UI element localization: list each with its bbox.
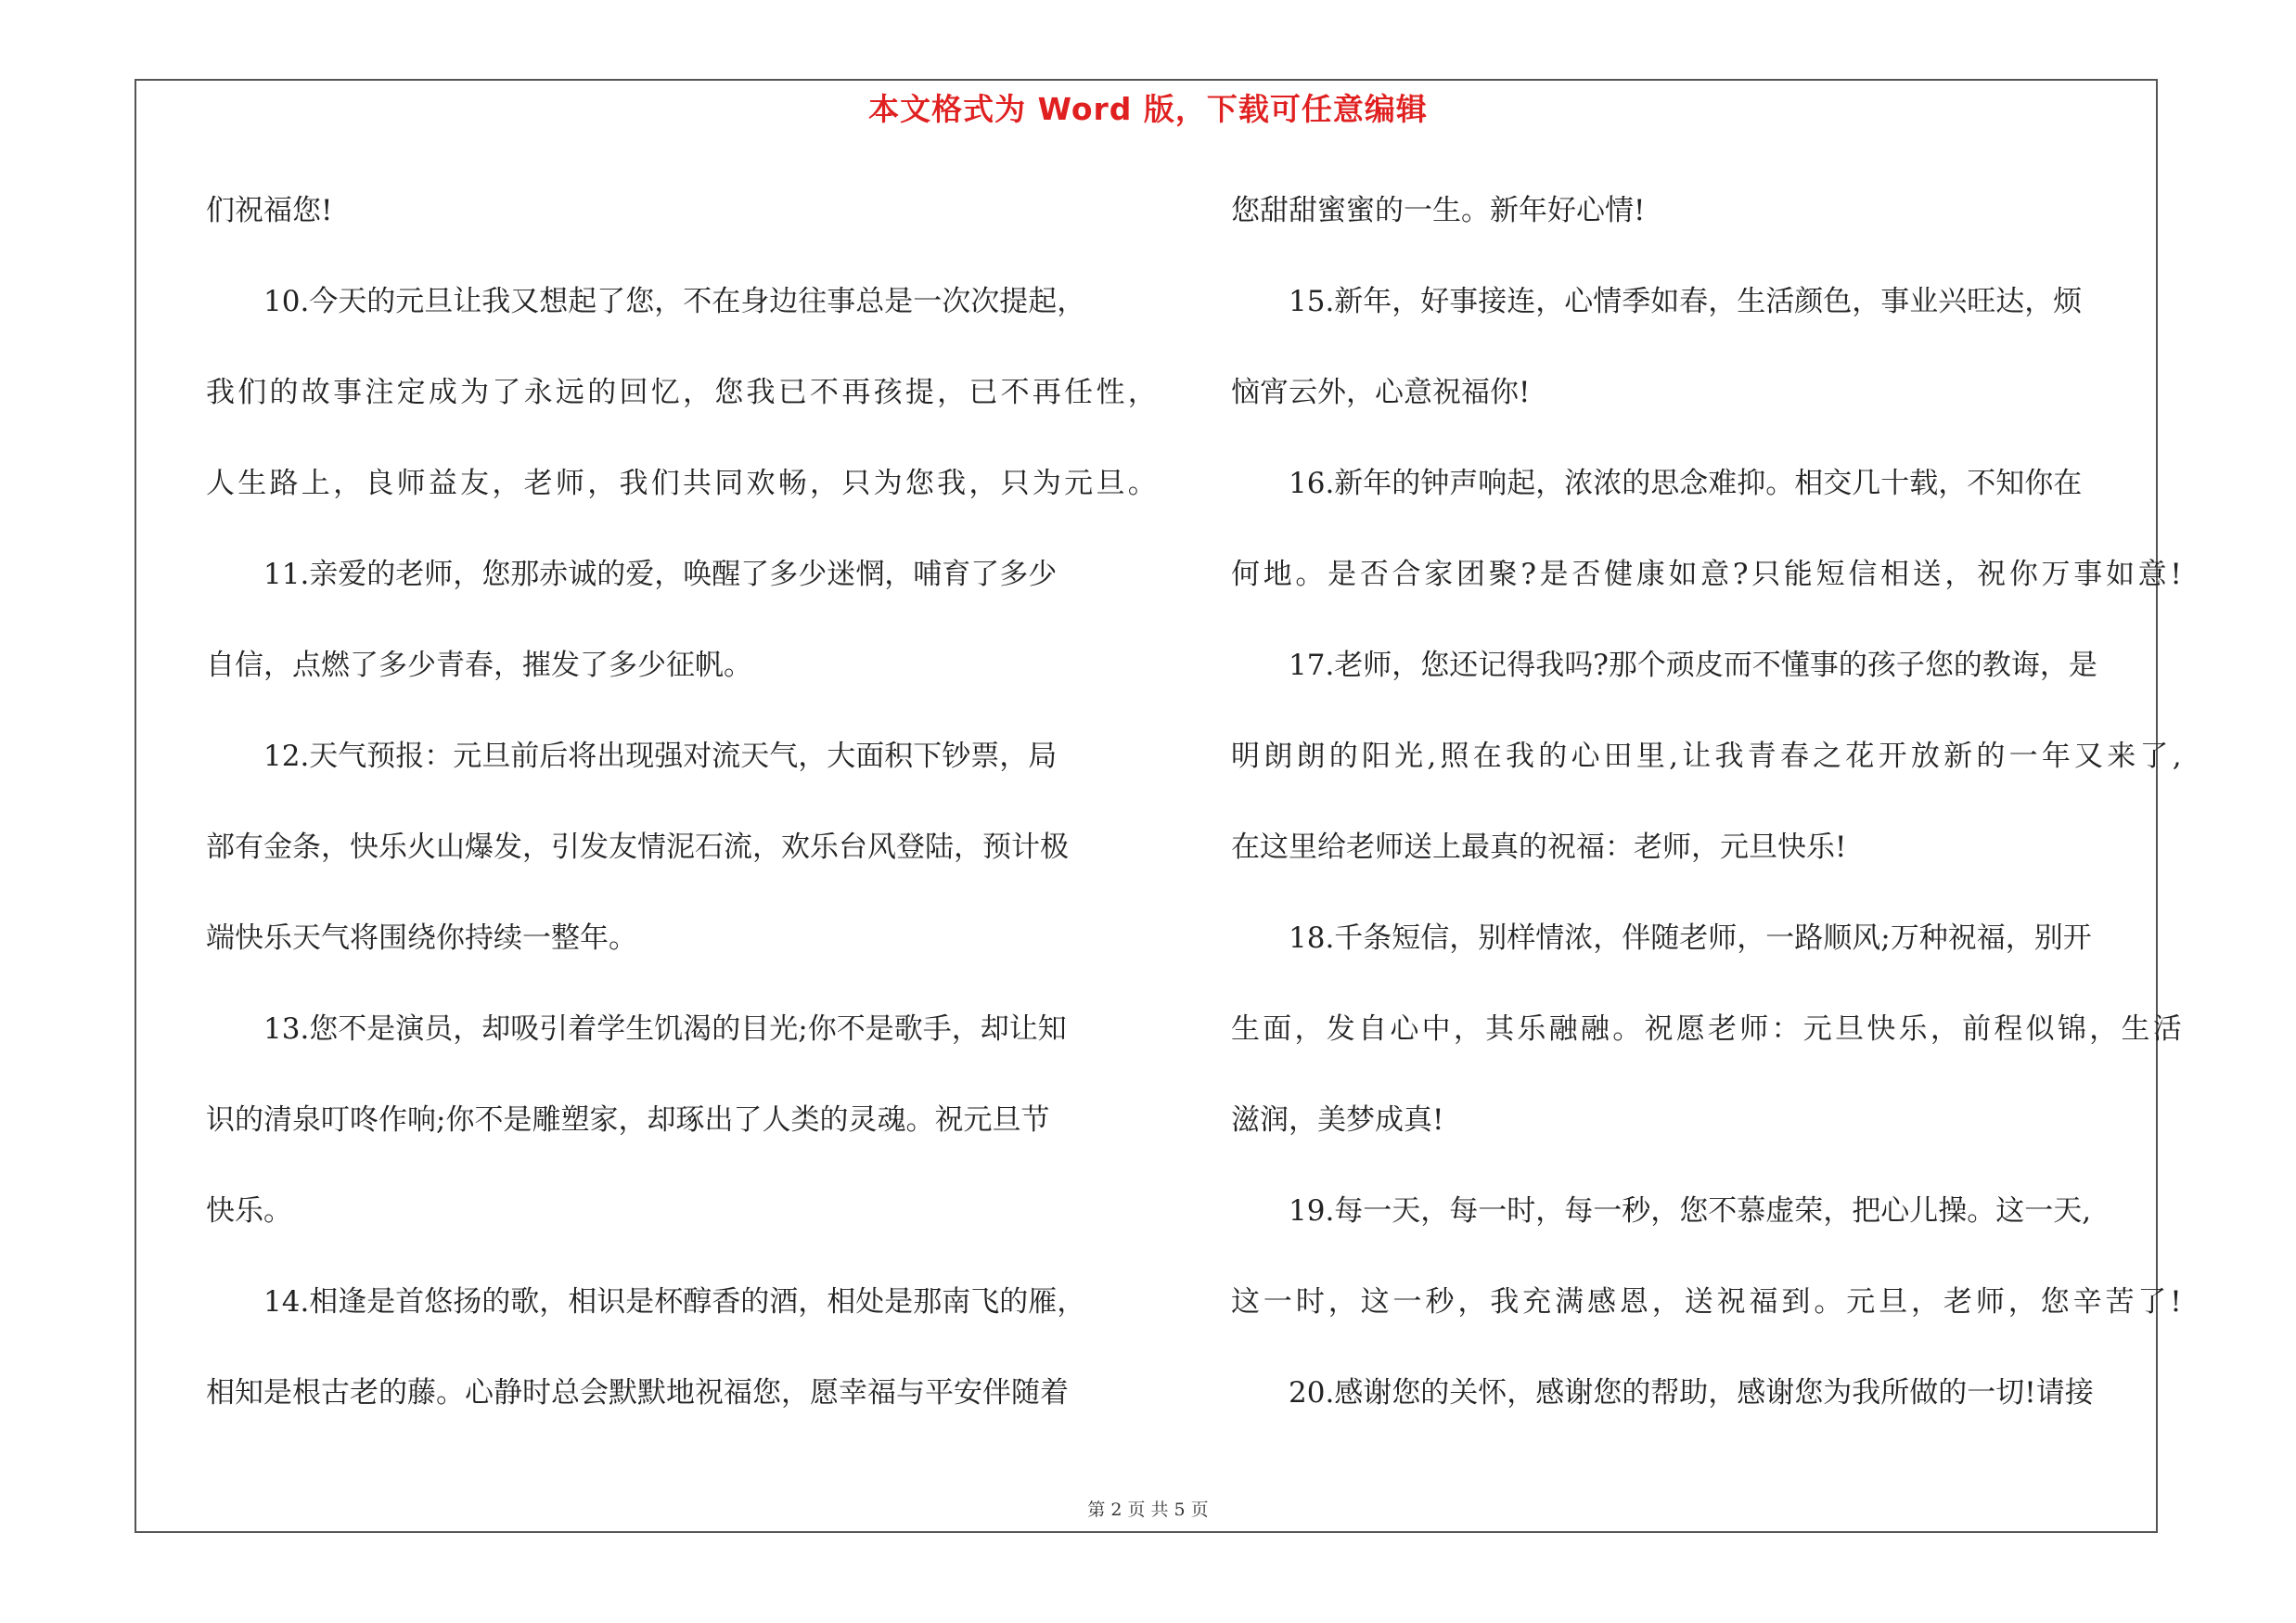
text-line: 我 们 的 故 事 注 定 成 为 了 永 远 的 回 忆 ， 您 我 已 不 再 孩 提 ， 已 不 再 任 性 ，: [206, 376, 1157, 409]
text-line: 17.老师，您还记得我吗?那个顽皮而不懂事的孩子您的教诲，是: [1289, 649, 2097, 682]
text-line: 人 生 路 上 ， 良 师 益 友 ， 老 师 ， 我 们 共 同 欢 畅 ， 只 为 您 我 ， 只 为 元 旦 。: [206, 467, 1157, 500]
text-line: 生 面 ， 发 自 心 中 ， 其 乐 融 融 。 祝 愿 老 师 ： 元 旦 快 乐 ， 前 程 似 锦 ， 生 活: [1231, 1012, 2182, 1046]
text-line: 18.千条短信，别样情浓，伴随老师，一路顺风;万种祝福，别开: [1289, 921, 2092, 955]
text-line: 滋润，美梦成真!: [1231, 1103, 1444, 1137]
text-line: 这 一 时 ， 这 一 秒 ， 我 充 满 感 恩 ， 送 祝 福 到 。 元 旦 ， 老 师 ， 您 辛 苦 了 !: [1231, 1285, 2182, 1319]
text-line: 端快乐天气将围绕你持续一整年。: [206, 921, 637, 955]
right-text-column: [1231, 186, 2182, 1459]
text-line: 15.新年，好事接连，心情季如春，生活颜色，事业兴旺达，烦: [1289, 285, 2083, 318]
text-line: 11.亲爱的老师，您那赤诚的爱，唤醒了多少迷惘，哺育了多少: [263, 558, 1058, 591]
text-line: 10.今天的元旦让我又想起了您，不在身边往事总是一次次提起，: [263, 285, 1086, 318]
text-line: 16.新年的钟声响起，浓浓的思念难抑。相交几十载，不知你在: [1289, 467, 2083, 500]
text-line: 相知是根古老的藤。心静时总会默默地祝福您，愿幸福与平安伴随着: [206, 1376, 1069, 1410]
text-line: 19.每一天，每一时，每一秒，您不慕虚荣，把心儿操。这一天,: [1289, 1194, 2092, 1228]
text-line: 恼宵云外，心意祝福你!: [1231, 376, 1531, 409]
text-line: 部有金条，快乐火山爆发，引发友情泥石流，欢乐台风登陆，预计极: [206, 831, 1069, 864]
text-line: 识的清泉叮咚作响;你不是雕塑家，却琢出了人类的灵魂。祝元旦节: [206, 1103, 1050, 1137]
text-line: 自信，点燃了多少青春，摧发了多少征帆。: [206, 649, 752, 682]
text-line: 12.天气预报：元旦前后将出现强对流天气，大面积下钞票，局: [263, 740, 1058, 773]
format-notice: 本文格式为 Word 版，下载可任意编辑: [868, 91, 1428, 127]
text-line: 们祝福您!: [206, 194, 333, 227]
text-line: 在这里给老师送上最真的祝福：老师，元旦快乐!: [1231, 831, 1847, 864]
left-text-column: [206, 186, 1157, 1459]
page-number-footer: 第 2 页 共 5 页: [1087, 1500, 1209, 1520]
text-line: 快乐。: [206, 1194, 292, 1228]
text-line: 20.感谢您的关怀，感谢您的帮助，感谢您为我所做的一切!请接: [1289, 1376, 2094, 1410]
text-line: 何 地 。 是 否 合 家 团 聚 ? 是 否 健 康 如 意 ? 只 能 短 信 相 送 ， 祝 你 万 事 如 意 !: [1231, 558, 2182, 591]
text-line: 您甜甜蜜蜜的一生。新年好心情!: [1231, 194, 1646, 227]
text-line: 14.相逢是首悠扬的歌，相识是杯醇香的酒，相处是那南飞的雁，: [263, 1285, 1086, 1319]
text-line: 明 朗 朗 的 阳 光 , 照 在 我 的 心 田 里 , 让 我 青 春 之 花 开 放 新 的 一 年 又 来 了 ,: [1231, 740, 2182, 773]
text-line: 13.您不是演员，却吸引着学生饥渴的目光;你不是歌手，却让知: [263, 1012, 1067, 1046]
